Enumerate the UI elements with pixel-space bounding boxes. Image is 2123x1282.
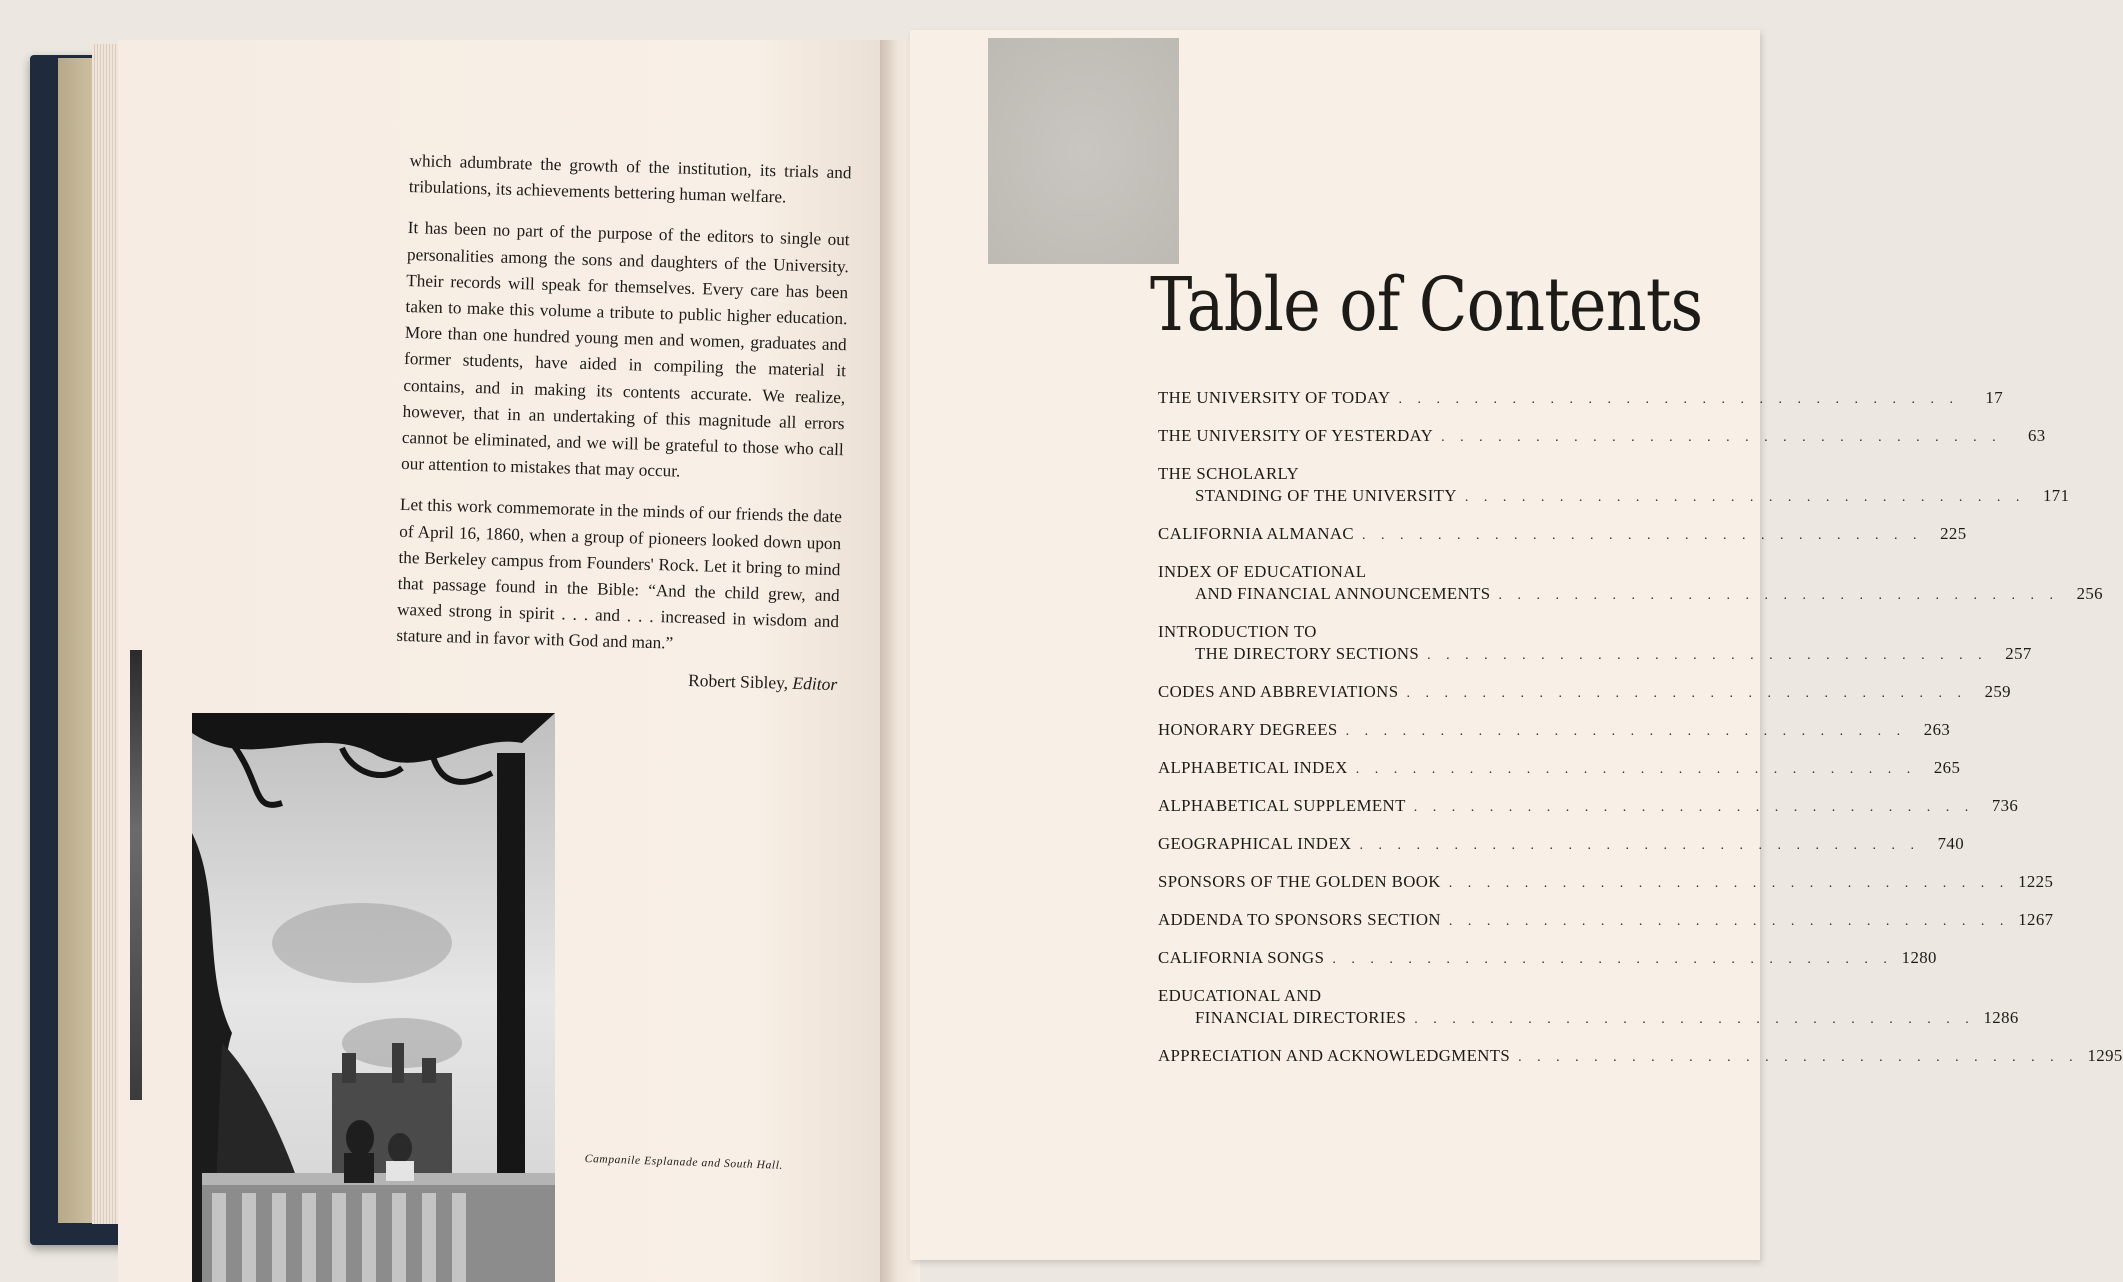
toc-leader-dots: . . . . . . . . . . . . . . . . . . . . . . . . . . . . . . (1359, 838, 1920, 853)
toc-entry (1158, 948, 1937, 968)
toc-entry (1158, 464, 2070, 506)
toc-entry (1158, 796, 2019, 816)
toc-entry (1158, 834, 1964, 854)
toc-entry-page: 171 (2042, 486, 2070, 505)
campanile-photo (192, 713, 555, 1282)
toc-leader-dots: . . . . . . . . . . . . . . . . . . . . . . . . . . . . . . (1345, 724, 1907, 739)
toc-entry (1158, 388, 2003, 408)
toc-entry-page: 259 (1984, 682, 2011, 701)
toc-leader-dots: . . . . . . . . . . . . . . . . . . . . . . . . . . . . . . (1448, 914, 2010, 929)
signature-name: Robert Sibley, (687, 669, 789, 693)
toc-leader-dots: . . . . . . . . . . . . . . . . . . . . . . . . . . . . . . (1441, 430, 2002, 445)
toc-entry-label: APPRECIATION AND ACKNOWLEDGMENTS (1158, 1046, 1511, 1065)
toc-entry-page: 736 (1991, 796, 2019, 815)
toc-entry-page: 263 (1923, 720, 1951, 739)
toc-entry-page: 17 (1985, 388, 2003, 407)
toc-entry-label: GEOGRAPHICAL INDEX (1158, 834, 1352, 853)
toc-entry (1158, 986, 2019, 1028)
toc-entry-page: 1295 (2087, 1046, 2123, 1065)
toc-entry-page: 63 (2028, 426, 2046, 445)
toc-entry (1158, 758, 1961, 778)
toc-leader-dots: . . . . . . . . . . . . . . . . . . . . . . . . . . . . . . (1413, 800, 1975, 815)
toc-entry-page: 1267 (2018, 910, 2054, 929)
photo-caption: Campanile Esplanade and South Hall. (584, 1153, 784, 1172)
toc-leader-dots: . . . . . . . . . . . . . . . . . . . . . . . . . . . . . . (1464, 490, 2026, 505)
toc-entry-label: EDUCATIONAL AND (1158, 986, 1322, 1005)
photo-illustration (192, 713, 555, 1282)
toc-entry-label: CODES AND ABBREVIATIONS (1158, 682, 1399, 701)
toc-entry-label: THE UNIVERSITY OF TODAY (1158, 388, 1391, 407)
toc-entry-label: INTRODUCTION TO (1158, 622, 1317, 641)
signature-role: Editor (792, 672, 838, 694)
intro-paragraph-3: Let this work commemorate in the minds of our friends the date of April 16, 1860, when a group of pioneers looked down upon the Berkeley campus from Founders' Rock. Let it bring to mind that passage found in the Bible: “And the child grew, and waxed strong in spirit . . . and . . . increased in wisdom and stature and in favor with God and man.” (396, 495, 843, 653)
toc-leader-dots: . . . . . . . . . . . . . . . . . . . . . . . . . . . . . . (1332, 952, 1893, 967)
intro-paragraph-1: which adumbrate the growth of the institution, its trials and tribulations, its achievements bettering human welfare. (408, 150, 852, 207)
toc-entry-label: ALPHABETICAL INDEX (1158, 758, 1348, 777)
tissue-overlay (988, 38, 1179, 264)
toc-entry (1158, 622, 2032, 664)
toc-entry (1158, 562, 2103, 604)
toc-entry-label: THE SCHOLARLY (1158, 464, 1300, 483)
toc-entry-label: THE DIRECTORY SECTIONS (1195, 644, 1420, 663)
toc-entry-page: 256 (2076, 584, 2103, 603)
toc-leader-dots: . . . . . . . . . . . . . . . . . . . . . . . . . . . . . . (1398, 392, 1959, 407)
toc-entry-label: INDEX OF EDUCATIONAL (1158, 562, 1367, 581)
toc-entry-page: 740 (1937, 834, 1964, 853)
toc-entry (1158, 1046, 2123, 1066)
toc-leader-dots: . . . . . . . . . . . . . . . . . . . . . . . . . . . . . . (1355, 762, 1917, 777)
intro-text (395, 148, 852, 697)
toc-entry-page: 265 (1933, 758, 1961, 777)
toc-leader-dots: . . . . . . . . . . . . . . . . . . . . . . . . . . . . . . (1427, 648, 1988, 663)
toc-leader-dots: . . . . . . . . . . . . . . . . . . . . . . . . . . . . . . (1362, 528, 1923, 543)
toc-entry-page: 1286 (1983, 1008, 2019, 1027)
toc-entry-label: CALIFORNIA SONGS (1158, 948, 1325, 967)
toc-title: Table of Contents (1150, 262, 1703, 348)
toc-leader-dots: . . . . . . . . . . . . . . . . . . . . . . . . . . . . . . (1406, 686, 1967, 701)
toc-entry-label: CALIFORNIA ALMANAC (1158, 524, 1355, 543)
toc-entry (1158, 720, 1951, 740)
toc-leader-dots: . . . . . . . . . . . . . . . . . . . . . . . . . . . . . . (1414, 1012, 1975, 1027)
toc-entry (1158, 426, 2046, 446)
toc-entry-label: STANDING OF THE UNIVERSITY (1195, 486, 1457, 505)
toc-entry (1158, 872, 2054, 892)
toc-entry (1158, 910, 2054, 930)
toc-leader-dots: . . . . . . . . . . . . . . . . . . . . . . . . . . . . . . (1448, 876, 2010, 891)
toc-entry-page: 225 (1940, 524, 1967, 543)
toc-entry-label: ALPHABETICAL SUPPLEMENT (1158, 796, 1406, 815)
photo-sliver (130, 650, 142, 1100)
toc-entry-label: ADDENDA TO SPONSORS SECTION (1158, 910, 1441, 929)
toc-entry-page: 1280 (1901, 948, 1937, 967)
toc-leader-dots: . . . . . . . . . . . . . . . . . . . . . . . . . . . . . . (1518, 1050, 2079, 1065)
toc-entry-page: 1225 (2018, 872, 2054, 891)
toc-entry (1158, 524, 1967, 544)
toc-entry-page: 257 (2005, 644, 2032, 663)
toc-entry-label: FINANCIAL DIRECTORIES (1195, 1008, 1407, 1027)
toc-leader-dots: . . . . . . . . . . . . . . . . . . . . . . . . . . . . . . (1498, 588, 2059, 603)
intro-paragraph-2: It has been no part of the purpose of the editors to single out personalities among the sons and daughters of the University. Their records will speak for themselves. Every care has been taken to make this volume a tribute to public higher education. More than one hundred young men and women, graduates and former students, have aided in compiling the material it contains, and in making its contents accurate. We realize, however, that in an undertaking of this magnitude all errors cannot be eliminated, and we will be grateful to those who call our attention to mistakes that may occur. (400, 218, 850, 481)
toc-entry-label: THE UNIVERSITY OF YESTERDAY (1158, 426, 1434, 445)
toc-entry-label: AND FINANCIAL ANNOUNCEMENTS (1195, 584, 1491, 603)
toc-entry (1158, 682, 2011, 702)
toc-entry-label: HONORARY DEGREES (1158, 720, 1338, 739)
toc-entry-label: SPONSORS OF THE GOLDEN BOOK (1158, 872, 1441, 891)
